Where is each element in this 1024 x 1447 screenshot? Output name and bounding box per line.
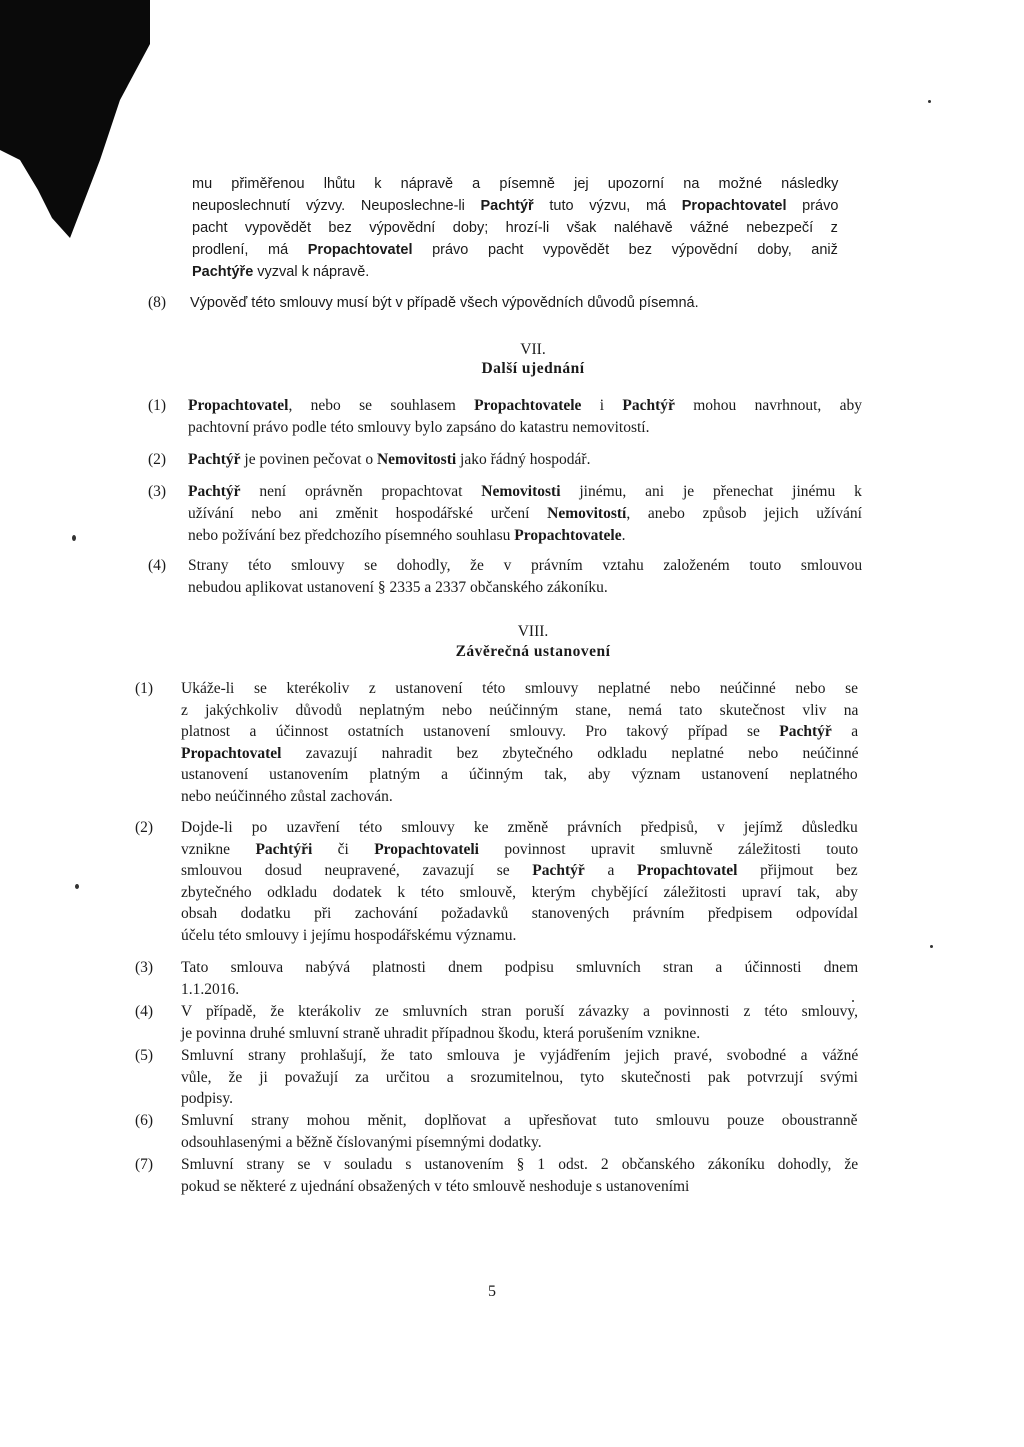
text-run: Smluvní strany se v souladu s ustanovením § 1 odst. 2 občanského zákoníku dohodly, že	[181, 1156, 859, 1173]
item-number: (4)	[135, 1003, 154, 1020]
item-number: (7)	[135, 1156, 154, 1173]
defined-term: Nemovitosti	[376, 451, 457, 468]
section-8-number: VIII.	[517, 623, 549, 640]
defined-term: Propachtovatele	[514, 527, 622, 544]
item-line	[181, 958, 858, 978]
text-run: obsah dodatku při zachování požadavků stanovených právním předpisem odpovídal	[181, 905, 858, 923]
defined-term: Nemovitosti	[481, 483, 561, 500]
text-run: Tato smlouva nabývá platnosti dnem podpisu smluvních stran a účinnosti dnem	[181, 959, 859, 976]
continuation-line	[192, 174, 838, 194]
scan-edge-shadow	[0, 0, 150, 260]
text-run: a	[584, 862, 637, 880]
text-run: i	[581, 397, 623, 414]
text-run: jako řádný hospodář.	[456, 451, 591, 468]
text-run: mohou navrhnout, aby	[674, 397, 863, 414]
text-run: Smluvní strany prohlašují, že tato smlouva je vyjádřením jejich pravé, svobodné a vážné	[181, 1047, 859, 1064]
item-number: (5)	[135, 1047, 154, 1064]
continuation-line	[192, 196, 838, 216]
item-number: (1)	[135, 680, 154, 697]
item-line	[181, 1111, 858, 1131]
text-run: Strany této smlouvy se dohodly, že v právním vztahu založeném touto smlouvou	[188, 557, 863, 574]
item-line	[181, 818, 858, 838]
defined-term: Propachtovatel	[681, 198, 787, 214]
defined-term: Pachtýři	[255, 840, 313, 858]
page-number: 5	[488, 1283, 496, 1300]
text-run: 1.1.2016.	[181, 980, 240, 998]
text-run: , anebo způsob jejich užívání	[626, 505, 862, 522]
section-7-title: Další ujednání	[481, 360, 585, 377]
item-line	[181, 1177, 689, 1197]
defined-term: Propachtovatel	[637, 862, 738, 880]
defined-term: Propachtovatel	[181, 744, 282, 762]
text-run: pokud se některé z ujednání obsažených v této smlouvě neshoduje s ustanoveními	[181, 1177, 690, 1195]
text-run: neuposlechnutí výzvy. Neuposlechne-li	[192, 198, 481, 214]
text-run: právo	[786, 198, 839, 214]
text-run: ustanovení ustanovením platným a účinným tak, aby význam ustanovení neplatného	[181, 766, 858, 784]
item-line	[181, 787, 393, 807]
item-number: (4)	[148, 557, 167, 574]
defined-term: Propachtovatel	[307, 242, 413, 258]
text-run: pachtovní právo podle této smlouvy bylo zapsáno do katastru nemovitostí.	[188, 419, 650, 436]
scan-speck	[930, 945, 933, 948]
defined-term: Propachtovateli	[374, 840, 479, 858]
item-line	[181, 1133, 542, 1153]
item-line	[188, 396, 862, 416]
item-line	[190, 293, 699, 313]
item-line	[188, 578, 608, 598]
text-run: vznikne	[181, 840, 256, 858]
item-line	[181, 926, 516, 946]
item-number: (2)	[135, 819, 154, 836]
text-run: Ukáže-li se kterékoliv z ustanovení této smlouvy neplatné nebo neúčinné nebo se	[181, 680, 859, 697]
item-line	[181, 679, 858, 699]
text-run: smlouvou dosud neupravené, zavazují se	[181, 862, 533, 880]
item-line	[188, 418, 649, 438]
section-8-title: Závěrečná ustanovení	[455, 643, 611, 660]
text-run: .	[621, 527, 626, 544]
item-line	[188, 450, 590, 470]
text-run: nebo požívání bez předchozího písemného souhlasu	[188, 527, 515, 544]
text-run: vůle, že ji považují za určitou a srozumitelnou, tyto skutečnosti pak potvrzují svými	[181, 1068, 858, 1086]
item-line	[188, 482, 862, 502]
item-number: (3)	[135, 959, 154, 976]
item-line	[181, 701, 858, 721]
defined-term: Pachtýř	[532, 862, 585, 880]
text-run: , nebo se souhlasem	[288, 397, 475, 414]
item-line	[188, 504, 862, 524]
text-run: Dojde-li po uzavření této smlouvy ke změně právních předpisů, v jejímž důsledku	[181, 819, 858, 836]
text-run: a	[831, 723, 859, 741]
text-run: prodlení, má	[192, 242, 308, 258]
text-run: odsouhlasenými a běžně číslovanými písemnými dodatky.	[181, 1133, 542, 1151]
text-run: zbytečného odkladu dodatek k této smlouvě, kterým chybějící záležitosti upraví tak, aby	[181, 883, 858, 901]
text-run: Smluvní strany mohou měnit, doplňovat a upřesňovat tuto smlouvu pouze oboustranně	[181, 1112, 858, 1129]
item-line	[181, 1155, 858, 1175]
item-line	[181, 765, 858, 785]
item-line	[188, 526, 625, 546]
item-number: (6)	[135, 1112, 154, 1129]
defined-term: Pachtýř	[188, 451, 241, 468]
text-run: tuto výzvu, má	[533, 198, 682, 214]
defined-term: Propachtovatele	[474, 397, 582, 414]
item-number: (2)	[148, 451, 167, 468]
text-run: pacht vypovědět bez výpovědní doby; hrozí-li však naléhavě vážné nebezpečí z	[192, 220, 838, 236]
text-run: podpisy.	[181, 1090, 233, 1108]
defined-term: Pachtýř	[622, 397, 675, 414]
defined-term: Propachtovatel	[188, 397, 289, 414]
item-line	[181, 744, 858, 764]
text-run: Výpověď této smlouvy musí být v případě všech výpovědních důvodů písemná.	[190, 295, 699, 311]
defined-term: Pachtýře	[192, 264, 254, 280]
scan-speck	[928, 100, 931, 103]
text-run: V případě, že kterákoliv ze smluvních stran poruší závazky a povinnosti z této smlouvy,	[181, 1003, 858, 1020]
item-line	[181, 722, 858, 742]
text-run: platnost a účinnost ostatních ustanovení smlouvy. Pro takový případ se	[181, 723, 780, 741]
item-line	[188, 556, 862, 576]
text-run: z jakýchkoliv důvodů neplatným nebo neúčinným stane, nemá tato skutečnost vliv na	[181, 701, 859, 719]
scan-speck	[75, 884, 79, 889]
text-run: mu přiměřenou lhůtu k nápravě a písemně jej upozorní na možné následky	[192, 176, 839, 192]
text-run: či	[312, 840, 375, 858]
item-number: (3)	[148, 483, 167, 500]
continuation-line	[192, 218, 838, 238]
item-line	[181, 1068, 858, 1088]
item-line	[181, 1002, 858, 1022]
text-run: užívání nebo ani změnit hospodářské určení	[188, 505, 548, 522]
text-run: nebo neúčinného zůstal zachován.	[181, 788, 393, 805]
text-run: nebudou aplikovat ustanovení § 2335 a 2337 občanského zákoníku.	[188, 579, 608, 596]
text-run: povinnost upravit smluvně záležitosti touto	[478, 840, 859, 858]
scan-speck	[72, 535, 76, 541]
text-run: účelu této smlouvy i jejímu hospodářskému významu.	[181, 927, 517, 944]
section-7-number: VII.	[520, 341, 546, 358]
item-line	[181, 861, 858, 881]
text-run: je povinna druhé smluvní straně uhradit případnou škodu, která porušením vznikne.	[181, 1024, 701, 1042]
item-line	[181, 883, 858, 903]
item-number: (1)	[148, 397, 167, 414]
text-run: není oprávněn propachtovat	[240, 483, 482, 500]
text-run: přijmout bez	[737, 862, 858, 880]
continuation-line	[192, 262, 369, 282]
defined-term: Pachtýř	[480, 198, 534, 214]
text-run: vyzval k nápravě.	[253, 264, 370, 280]
text-run: právo pacht vypovědět bez výpovědní doby, aniž	[412, 242, 838, 258]
continuation-line	[192, 240, 838, 260]
defined-term: Pachtýř	[779, 723, 832, 741]
defined-term: Nemovitostí	[547, 505, 627, 522]
text-run: jinému, ani je přenechat jinému k	[560, 483, 862, 500]
item-line	[181, 1089, 233, 1109]
item-number: (8)	[148, 294, 167, 311]
item-line	[181, 840, 858, 860]
item-line	[181, 1046, 858, 1066]
text-run: zavazují nahradit bez zbytečného odkladu neplatné nebo neúčinné	[281, 744, 859, 762]
item-line	[181, 1024, 700, 1044]
text-run: je povinen pečovat o	[240, 451, 377, 468]
item-line	[181, 904, 858, 924]
defined-term: Pachtýř	[188, 483, 241, 500]
item-line	[181, 980, 239, 1000]
